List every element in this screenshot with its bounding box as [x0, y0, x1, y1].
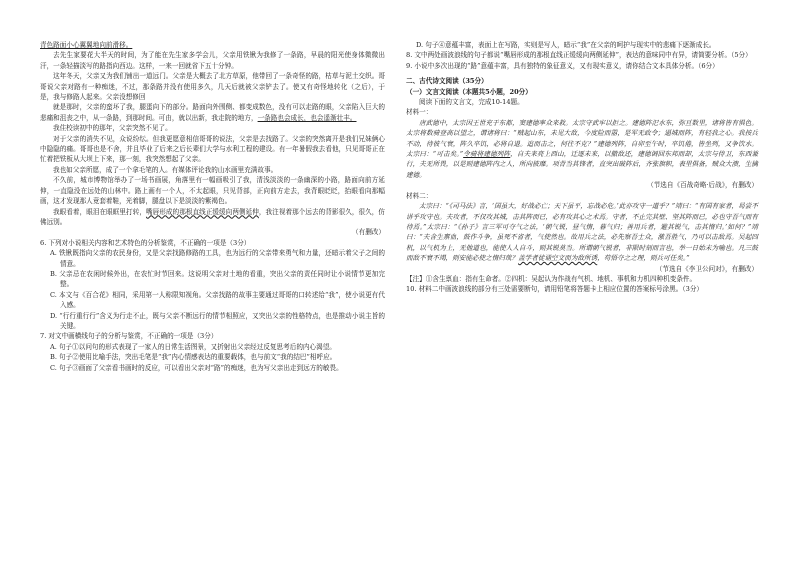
annotation-note: 【注】①含生禀血：指有生命者。②四机：吴起认为作战有气机、地机、事机和力机四种机变条件。	[406, 274, 697, 283]
option-6c: C. 本文与《百合花》相同，采用第一人称限知视角。父亲找路的故事主要通过哥哥的口转述给“我”，使小说更有代入感。	[50, 290, 385, 310]
material-2-text: 太宗曰：“《司马法》言，‘国虽大，好战必亡；天下虽平，忘战必危。’此亦攻守一道乎？”靖曰：“有国有家者，曷尝不讲乎攻守也。夫攻者，不仅攻其城，击其阵而已，必有攻其心之术焉。守者，不止完其壁、坚其阵而已，必也守吾气而有待焉。”太宗曰：“《孙子》言三军可夺气之法，‘朝气锐，昼气惰，暮气归；善用兵者，避其锐气，击其惰归。’如何？”靖曰：“夫含生禀血，鼓作斗争，虽死不省者，气使然也。故用兵之法，必先察吾士众，激吾胜气，乃可以击敌焉。吴起四机，以气机为上，无他道也，能使人人自斗，则其锐莫当。所谓朝气锐者，非限时刻而言也，举一日始末为喻也。凡三鼓而敌不衰不竭，则安能必使之惰归哉？盖学者徒诵空文而为敌所诱，苟悟夺之之理，则兵可任矣。”	[406, 202, 758, 263]
story-paragraph: 我也如父亲所愿，成了一个拿毛笔的人。有媒体评论我的山水画里充满故事。	[53, 165, 278, 174]
wavy-passage: 盖学者徒诵空文而为敌所诱	[518, 254, 598, 263]
story-paragraph: 我住校读初中的那年，父亲突然不见了。	[53, 124, 172, 133]
material-1-label: 材料一：	[406, 108, 433, 117]
option-7d: D. 句子④意蕴丰富，表面上在写路，实则是写人，暗示“我”在父亲的呵护与现实中的悲痛下逐渐成长。	[416, 41, 716, 49]
option-6a: A. 铁锹既指向父亲的农民身份，又是父亲找路修路的工具，也为远行的父亲带来勇气和力量，还暗示着父子之间的情意。	[50, 249, 385, 268]
question-8: 8. 文中两处画波浪线的句子都说“嘴唇形成的那根直线正缓缓向两侧延伸”，表达的意味同中有异，请简要分析。（5分）	[406, 51, 752, 60]
material-1-text: 唐武德中，太宗因王世充于东都，窦建德率众来救。太宗守武牢以拒之。建德阵汜水东，弥亘数里，诸将皆有惧色。太宗将数骑登高以望之，谓诸将曰：“贼起山东，未见大敌，今度险而嚣，是军无政令；逼城而阵，有轻我之心。我按兵不动，待彼气衰，阵久卒饥，必将自退。追而击之，何往不克？”建德列阵，自卯至午时，卒饥倦，皆坐列，又争饮水。太宗曰：“可击矣。”令骑将建德列阵，自夫来亮上西山，迁逐未来，以撤敌还，建德调回东邦而却，太宗与侍卫，东西兼行，夫无所畏，以是则建德阵内之人，所向披靡。项背当其锋者，直突出破阵后，齐张旗帜，表里俱备，贼众大溃，生擒建德。	[406, 118, 758, 179]
story-paragraph: 这年冬天，父亲又为我们铺出一道远门。父亲是大概去了北方草原，他带回了一条奇怪的路，枯草与泥土交织。哥哥说父亲对路有一种痴迷，不过，那条路并没有使用多久，几天后就被父亲铲去了。使又有奇怪地转化（之后），于是，我与修路人起来。父亲没想修回	[40, 72, 386, 102]
reading-intro: 阅读下面的文言文，完成10-14题。	[419, 98, 524, 107]
option-7c: C. 句子③画面了父亲看书画时的反应，可以看出父亲对“路”的痴迷，也为写父亲出走到远方的敏畏。	[50, 363, 343, 372]
story-paragraph: 去先生家要花大半天的时间，为了能在先生家多学会儿，父亲用铁锹为我修了一条路，早晨的阳光使身体微微出汗，一条轻描淡写的路指向西边。这样，一来一回就省下五十分钟。	[40, 51, 385, 70]
material-2-label: 材料二：	[406, 191, 433, 200]
question-9: 9. 小说中多次出现的“路”意蕴丰富，具有独特的象征意义，又有现实意义，请你结合文本具体分析。（6分）	[406, 61, 719, 70]
story-paragraph: 就是那时，父亲的蛮坏了我，腿蛋向下的部分。路面向外围侧、都变成数色，没有可以走路的眼，父亲陷入巨大的悲痛和沮丧之中，从一条路，到那时间。可由，就以出新，我走院的地方，一条路也会成长，也会遥渐壮丰。	[40, 103, 385, 122]
option-6b: B. 父亲忌在农闲时候外出，在农忙时节回来。这说明父亲对土地的看重，突出父亲的责任同时让小说情节更加完整。	[50, 269, 385, 289]
question-6: 6. 下列对小说相关内容和艺术特色的分析鉴赏，不正确的一项是（3分）	[40, 238, 251, 247]
story-paragraph: 我眼看着，眼泪在眼眶里打转，嘴唇形成的那根直线正缓缓向两侧延伸，我注视着那个远去的背影很久，很久，仿佛远别。	[40, 207, 386, 226]
material-1-source: （节选自《百战奇略·后战》，有删改）	[647, 181, 758, 190]
option-6d: D. “行行重行行”含义为行走不止，既与父亲不断远行的情节相照应，又突出父亲的性格特点，也是推动小说主旨的关键。	[50, 311, 385, 330]
story-paragraph: 对于父亲的消失不见，众说纷纭。但我更愿意相信哥哥的说法，父亲是去找路了。父亲的突然离开是我们兄妹俩心中隐隐的痛。哥哥也是不舍，并且毕业了后来之后长辈们大学与水利工程的建设。有一年暑假我去看他，只见哥哥正在忙着把铁板从大坝上下来，那一刻，我突然想起了父亲。	[40, 134, 385, 164]
source-note: （有删改）	[352, 228, 385, 237]
question-10: 10. 材料二中画波浪线的部分有三处需要断句，请用铅笔将答题卡上相应位置的答案标号涂黑。（3分）	[406, 285, 704, 294]
option-7b: B. 句子②使用比喻手法，突出毛笔是“我”内心情感表达的重要载体，也与前文“我的结巴”相呼应。	[50, 353, 337, 362]
right-column	[406, 40, 758, 295]
question-7: 7. 对文中画横线句子的分析与鉴赏，不正确的一项是（3分）	[40, 332, 218, 341]
left-column	[40, 40, 385, 373]
material-2-source: （节选自《李卫公问对》，有删改）	[655, 264, 758, 273]
story-line-top: 青色路面小心翼翼地向前滑移。	[40, 41, 133, 49]
option-7a: A. 句子①以问句的形式表现了一家人的日常生活图景，又折射出父亲经过反复思考后的内心渴望。	[50, 342, 336, 351]
section-heading: 二、古代诗文阅读（35分）	[406, 77, 488, 86]
story-paragraph: 不久前，城市博物馆举办了一场书画展，角落里有一幅画吸引了我，清浅淡淡的一条幽深的小路，路面向前方延伸，一直隐没在远处的山林中。路上画有一个人，不太起眼，只见背部，正向前方走去，我背眼眨眨，抬眼看向那幅画，这才发现那人竟套着鞋，光着脚，腿盘以下是淡淡的紫褐色。	[40, 176, 385, 206]
subsection-heading: （一）文言文阅读（本题共5小题，20分）	[406, 87, 532, 96]
wavy-sentence: 嘴唇形成的那根直线正缓缓向两侧延伸	[145, 207, 259, 216]
underlined-sentence-4: 一条路也会成长，也会遥渐壮丰。	[257, 113, 357, 122]
